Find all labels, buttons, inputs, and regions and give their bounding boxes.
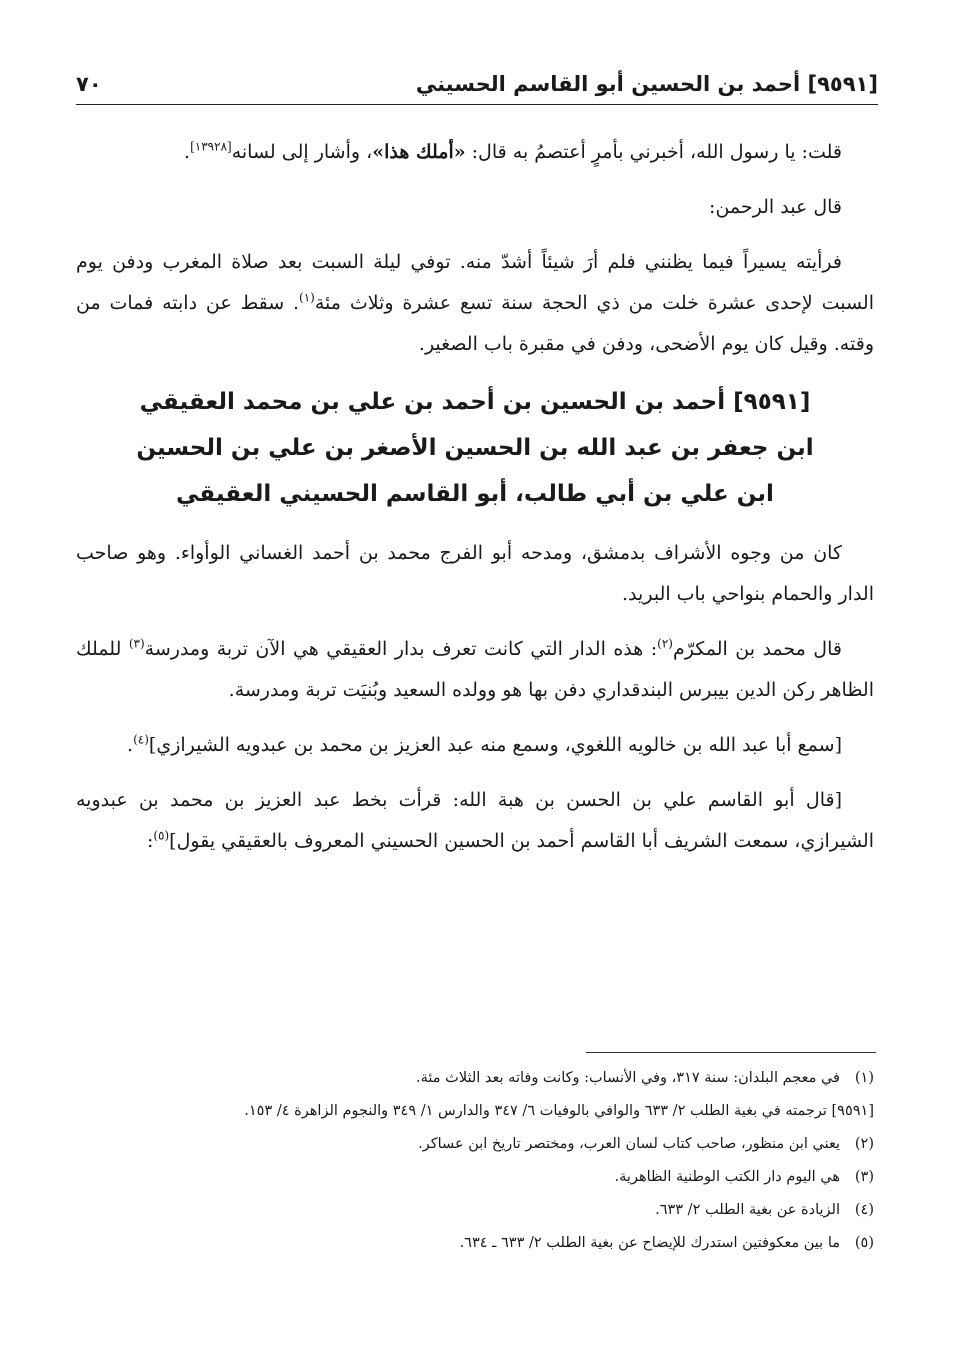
text-run: .: [127, 734, 134, 756]
paragraph-entry-intro: كان من وجوه الأشراف بدمشق، ومدحه أبو الفرج محمد بن أحمد الغساني الوأواء. وهو صاحب الدار والحمام بنواحي باب البريد.: [76, 542, 874, 605]
footnotes: [110, 1062, 874, 1260]
page-header: [76, 64, 878, 105]
footnote-ref-3: (٣): [128, 636, 145, 651]
footnote-text: الزيادة عن بغية الطلب ٢/ ٦٣٣.: [655, 1202, 840, 1218]
footnote-biography-sources: [110, 1095, 874, 1128]
paragraph-hearing: [76, 725, 874, 766]
entry-heading-line: ابن جعفر بن عبد الله بن الحسين الأصغر بن علي بن الحسين: [136, 435, 814, 461]
footnote: [110, 1062, 874, 1095]
text-run: :: [146, 830, 154, 852]
footnote-number: (٢): [854, 1136, 874, 1152]
footnote-number: (٣): [854, 1169, 874, 1185]
text-run: فرأيته يسيراً فيما يظنني فلم أرَ شيئاً أشدّ منه. توفي ليلة السبت بعد صلاة المغرب ودفن يوم السبت لإحدى عشرة خلت من ذي الحجة سنة تسع عشرة وثلاث مئة: [76, 251, 875, 314]
footnote-divider: [586, 1052, 876, 1053]
footnote-text: هي اليوم دار الكتب الوطنية الظاهرية.: [614, 1169, 840, 1185]
running-title: [٩٥٩١] أحمد بن الحسين أبو القاسم الحسيني: [415, 72, 878, 96]
paragraph-narrator: قال عبد الرحمن:: [709, 196, 842, 218]
footnote-number: (١): [854, 1070, 874, 1086]
main-text: [76, 132, 874, 876]
text-run: ، وأشار إلى لسانه: [231, 141, 373, 163]
entry-heading: [76, 379, 874, 517]
footnote-ref-4: (٤): [133, 732, 149, 747]
text-run: للملك الظاهر ركن الدين بيبرس البندقداري دفن بها هو وولده السعيد وبُنيَت تربة ومدرسة.: [76, 638, 874, 701]
footnote-number: (٤): [854, 1202, 874, 1218]
page-number: ٧٠: [76, 72, 102, 96]
paragraph-death: [76, 242, 874, 365]
footnote-ref-2: (٢): [657, 636, 673, 651]
footnote-text: يعني ابن منظور، صاحب كتاب لسان العرب، ومختصر تاريخ ابن عساكر.: [418, 1136, 840, 1152]
entry-heading-line: [٩٥٩١] أحمد بن الحسين بن أحمد بن علي بن محمد العقيقي: [139, 389, 811, 415]
text-run: [سمع أبا عبد الله بن خالويه اللغوي، وسمع منه عبد العزيز بن محمد بن عبدويه الشيرازي]: [148, 734, 842, 756]
footnote-ref-1: (١): [299, 290, 315, 305]
text-run: . سقط عن دابته فمات من وقته. وقيل كان يوم الأضحى، ودفن في مقبرة باب الصغير.: [76, 292, 874, 355]
footnote: [110, 1161, 874, 1194]
entry-heading-line: ابن علي بن أبي طالب، أبو القاسم الحسيني العقيقي: [176, 481, 774, 507]
bold-quote: «أملك هذا»: [372, 141, 466, 163]
footnote-text: [٩٥٩١] ترجمته في بغية الطلب ٢/ ٦٣٣ والوافي بالوفيات ٦/ ٣٤٧ والدارس ١/ ٣٤٩ والنجوم الزاهرة ٤/ ١٥٣.: [244, 1103, 874, 1119]
text-run: قال محمد بن المكرّم: [672, 638, 842, 660]
paragraph-quote: [76, 780, 874, 862]
paragraph-house: [76, 629, 874, 711]
text-run: قلت: يا رسول الله، أخبرني بأمرٍ أعتصمُ به قال:: [465, 141, 842, 163]
text-run: [قال أبو القاسم علي بن الحسن بن هبة الله: قرأت بخط عبد العزيز بن محمد بن عبدويه الشيرازي، سمعت الشريف أبا القاسم أحمد بن الحسين الحسيني المعروف بالعقيقي يقول]: [76, 789, 874, 852]
footnote-ref-5: (٥): [153, 828, 170, 843]
footnote: [110, 1194, 874, 1227]
footnote-text: ما بين معكوفتين استدرك للإيضاح عن بغية الطلب ٢/ ٦٣٣ ـ ٦٣٤.: [459, 1235, 840, 1251]
footnote: [110, 1128, 874, 1161]
hadith-reference-number: [١٣٩٢٨]: [190, 139, 232, 154]
text-run: : هذه الدار التي كانت تعرف بدار العقيقي هي الآن تربة ومدرسة: [144, 638, 658, 660]
footnote: [110, 1227, 874, 1260]
text-run: .: [184, 141, 191, 163]
footnote-number: (٥): [854, 1235, 874, 1251]
paragraph-hadith: [76, 132, 874, 173]
footnote-text: في معجم البلدان: سنة ٣١٧، وفي الأنساب: وكانت وفاته بعد الثلاث مئة.: [416, 1070, 840, 1086]
